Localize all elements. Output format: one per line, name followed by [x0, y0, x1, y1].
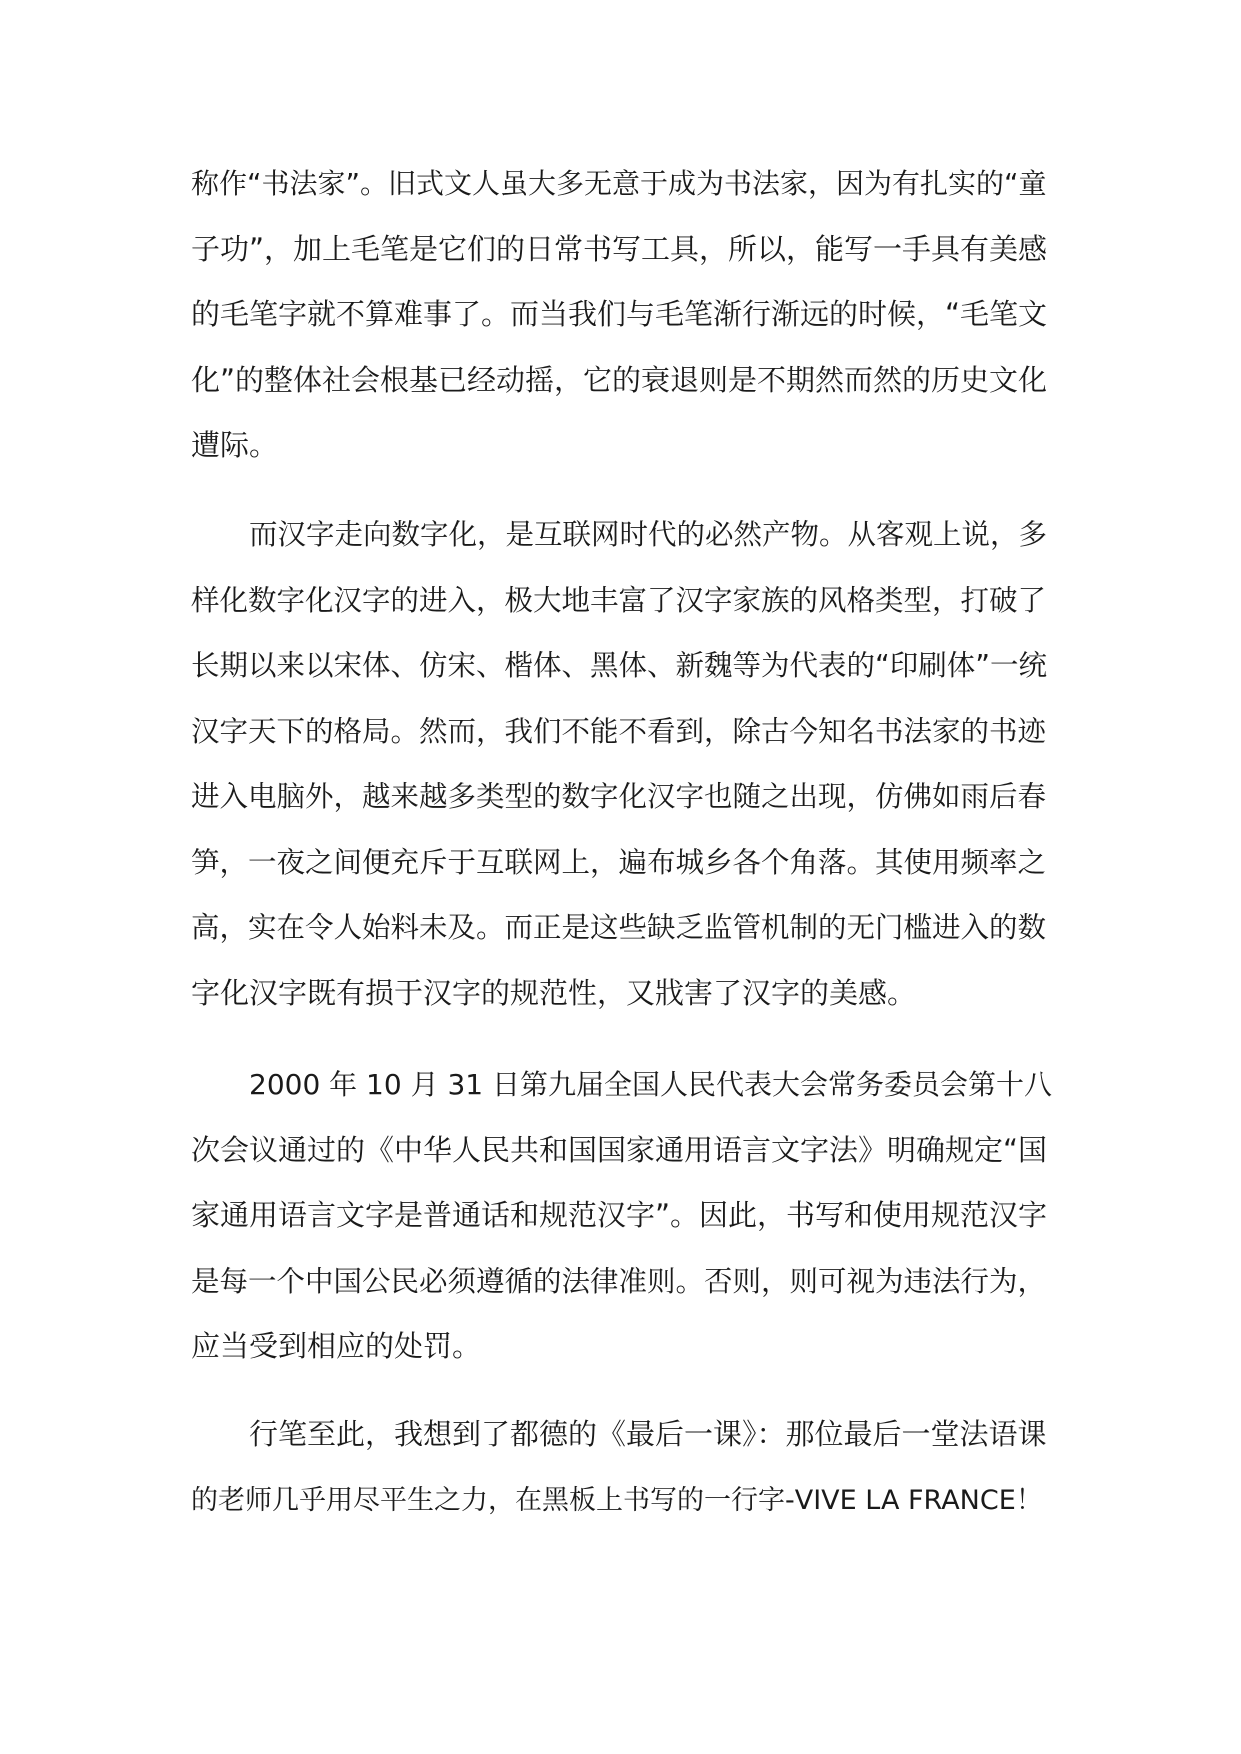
paragraph-line: 家通用语言文字是普通话和规范汉字”。因此，书写和使用规范汉字 — [191, 1198, 1048, 1232]
paragraph-3 — [191, 1052, 1053, 1380]
paragraph-line: 笋，一夜之间便充斥于互联网上，遍布城乡各个角落。其使用频率之 — [191, 845, 1047, 879]
paragraph-line: 行笔至此，我想到了都德的《最后一课》：那位最后一堂法语课 — [249, 1417, 1047, 1451]
paragraph-4 — [191, 1402, 1053, 1533]
paragraph-line: 次会议通过的《中华人民共和国国家通用语言文字法》明确规定“国 — [191, 1132, 1048, 1167]
paragraph-line: 高，实在令人始料未及。而正是这些缺乏监管机制的无门槛进入的数 — [191, 911, 1047, 944]
paragraph-line: 是每一个中国公民必须遵循的法律准则。否则，则可视为违法行为， — [191, 1264, 1047, 1298]
paragraph-line: 化”的整体社会根基已经动摇，它的衰退则是不期然而然的历史文化 — [191, 362, 1048, 397]
paragraph-line: 而汉字走向数字化，是互联网时代的必然产物。从客观上说，多 — [249, 518, 1048, 551]
paragraph-line: 称作“书法家”。旧式文人虽大多无意于成为书法家，因为有扎实的“童 — [191, 167, 1047, 200]
paragraph-line: 字化汉字既有损于汉字的规范性，又戕害了汉字的美感。 — [191, 975, 917, 1010]
paragraph-2 — [191, 502, 1053, 1026]
paragraph-line: 子功”，加上毛笔是它们的日常书写工具，所以，能写一手具有美感 — [191, 231, 1048, 266]
paragraph-line: 样化数字化汉字的进入，极大地丰富了汉字家族的风格类型，打破了 — [191, 583, 1047, 617]
paragraph-line: 汉字天下的格局。然而，我们不能不看到，除古今知名书法家的书迹 — [191, 714, 1047, 748]
paragraph-line: 进入电脑外，越来越多类型的数字化汉字也随之出现，仿佛如雨后春 — [191, 780, 1047, 813]
paragraph-line: 遭际。 — [191, 428, 279, 462]
paragraph-line: 的老师几乎用尽平生之力，在黑板上书写的一行字-VIVE LA FRANCE！ — [191, 1484, 1043, 1516]
paragraph-line: 应当受到相应的处罚。 — [191, 1329, 482, 1363]
paragraph-line: 2000 年 10 月 31 日第九届全国人民代表大会常务委员会第十八 — [249, 1068, 1053, 1101]
paragraph-1 — [191, 151, 1053, 479]
paragraph-line: 的毛笔字就不算难事了。而当我们与毛笔渐行渐远的时候，“毛笔文 — [191, 297, 1048, 331]
paragraph-line: 长期以来以宋体、仿宋、楷体、黑体、新魏等为代表的“印刷体”一统 — [191, 649, 1048, 682]
